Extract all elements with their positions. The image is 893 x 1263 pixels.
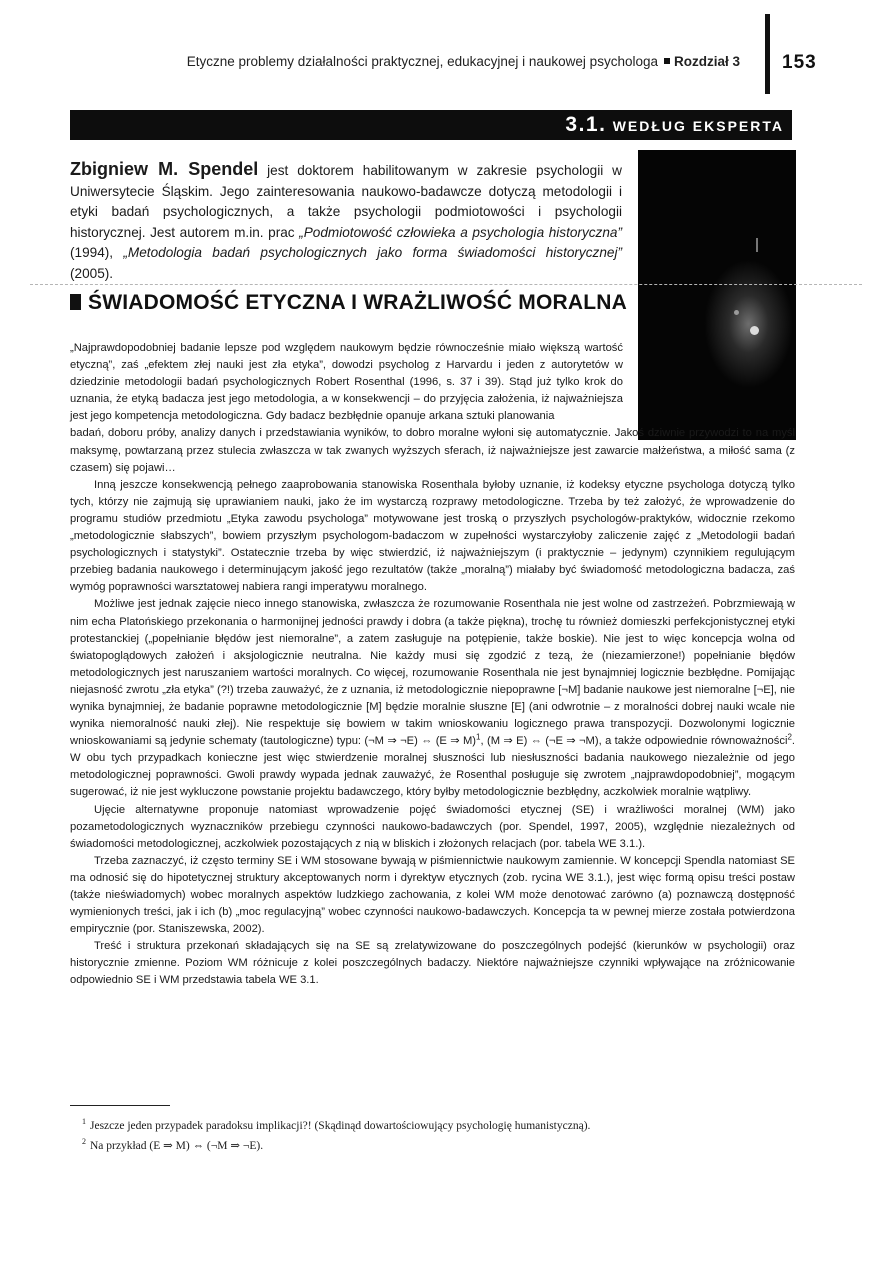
square-bullet-icon xyxy=(664,58,670,64)
footnote-rule xyxy=(70,1105,170,1106)
footnote xyxy=(82,1114,782,1134)
section-number: 3.1. xyxy=(565,113,607,136)
bio-text-3: (2005). xyxy=(70,265,114,281)
paragraph: „Najprawdopodobniej badanie lepsze pod względem naukowym będzie równocześnie miało większą wartość etyczną”, zaś „efektem złej nauki jest zła etyka”, dowodzi psycholog z Harvardu i jeden z autorytetów w dziedzinie metodologii badań psychologicznych Robert Rosenthal (1996, s. 37 i 39). Stąd już tylko krok do uznania, że etyką badacza jest jego metodologia, a w konsekwencji – do przyjęcia założenia, iż najważniejsza jest jego kompetencja metodologiczna. Gdy badacz bezbłędnie opanuje arkana sztuki planowania xyxy=(70,342,623,423)
footnote xyxy=(82,1134,782,1154)
photo-highlight xyxy=(750,326,759,335)
bio-text-1: jest doktorem habilitowanym w zakresie psychologii w Uniwersytecie Śląskim. Jego zainteresowania naukowo-badawcze dotyczą metodologii i etyki badań psychologicznych, a także psychologii podmiotowości i psychologii historycznej. Jest autorem m.in. prac xyxy=(70,163,622,240)
bio-work-2: „Metodologia badań psychologicznych jako forma świadomości historycznej” xyxy=(123,245,622,260)
photo-highlight xyxy=(734,310,739,315)
running-head xyxy=(40,54,740,69)
bio-work-1: „Podmiotowość człowieka a psychologia historyczna” xyxy=(299,224,622,240)
paragraph: Treść i struktura przekonań składających się na SE są zrelatywizowane do poszczególnych podejść (kierunków w psychologii) oraz historycznie zmienne. Poziom WM różnicuje z kolei poszczególnych badaczy. Niektóre najważniejsze czynniki wpływające na zróżnicowanie odpowiednio SE i WM przedstawia tabela WE 3.1. xyxy=(70,940,795,987)
section-name: WEDŁUG EKSPERTA xyxy=(612,118,784,134)
paragraph-text: , (M ⇒ E) ⇔ (¬E ⇒ ¬M), a także odpowiednie równoważności xyxy=(480,735,788,748)
author-name: Zbigniew M. Spendel xyxy=(70,159,259,179)
footnote-mark: 2 xyxy=(82,1136,86,1146)
paragraph: badań, doboru próby, analizy danych i przedstawiania wyników, to dobro moralne wyłoni się automatycznie. Jakoś dziwnie przywodzi to na myśl maksymę, powtarzaną przez stulecia zwłaszcza w tak zwanych wyższych sferach, iż najważniejsze jest zawarcie małżeństwa, a miłość sama (z czasem) się pojawi… xyxy=(70,427,795,474)
paragraph-text: Możliwe jest jednak zajęcie nieco innego stanowiska, zwłaszcza że rozumowanie Rosenthala nie jest wolne od zastrzeżeń. Pobrzmiewają w nim echa Platońskiego przekonania o harmonijnej jedności prawdy i dobra (a także piękna), trochę tu również domieszki perfekcjonistycznej etyki protestanckiej („popełnianie błędów jest niemoralne”, a zatem zasługuje na potępienie, także boskie). Nie jest to więc koncepcja wolna od światopoglądowych założeń i aksjologicznie neutralna. Nie każdy musi się zgodzić z tezą, że (niezamierzone!) popełnianie błędów metodologicznych jest naruszaniem wartości moralnych. Co więcej, rozumowanie Rosenthala nie jest bynajmniej logicznie bezbłędne. Pomijając niejasność zwrotu „zła etyka” (?!) trzeba zauważyć, że z uznania, iż metodologicznie niepoprawne [¬M] badanie naukowe jest niemoralne [¬E], nie wynika bynajmniej, że badanie poprawne metodologicznie [M] będzie moralnie słuszne [E] (ani odwrotnie – z moralności dobrej nauki wcale nie wynika niemoralność nauki złej). Nie respektuje się bowiem w takim wnioskowaniu logicznego prawa transpozycji. Dozwolonymi logicznie wnioskowaniami są jedynie schematy (tautologiczne) typu: (¬M ⇒ ¬E) ⇔ (E ⇒ M) xyxy=(70,598,795,748)
subsection-heading xyxy=(70,291,627,315)
footnote-text: Na przykład (E ⇒ M) ⇔ (¬M ⇒ ¬E). xyxy=(90,1139,264,1152)
paragraph-text: . W obu tych przypadkach konieczne jest więc stwierdzenie moralnej słuszności lub niesłuszności badania naukowego niezależnie od jego metodologicznej poprawności. Gwoli prawdy wypada jednak zauważyć, że Rosenthal posługuje się zwrotem „najprawdopodobniej”, mogącym sugerować, iż nie jest wykluczone powstanie projektu badawczego, który byłby metodologicznie bezbłędny, aczkolwiek moralnie wątpliwy. xyxy=(70,735,795,799)
running-title: Etyczne problemy działalności praktycznej, edukacyjnej i naukowej psychologa xyxy=(186,54,658,69)
square-bullet-icon xyxy=(70,294,81,310)
paragraph: Inną jeszcze konsekwencją pełnego zaaprobowania stanowiska Rosenthala byłoby uznanie, iż kodeksy etyczne psychologa dotyczą tylko tych, którzy nie zajmują się uprawianiem nauki, jako że im wystarczą rozprawy metodologiczne. Trzeba by też założyć, że wprowadzenie do programu studiów przedmiotu „Etyka zawodu psychologa” motywowane jest troską o przyszłych psychologów-praktyków, widocznie rzekomo „metodologicznie słabszych”, bowiem przyszłym psychologom-badaczom w zupełności wystarczyłoby zaliczenie zajęć z „Metodologii badań psychologicznych i statystyki”. Ostatecznie trzeba by więc stwierdzić, iż najważniejszym (i praktycznie – jedynym) czynnikiem regulującym przebieg badania naukowego i determinującym jakość jego rezultatów (także „moralną”) miałaby być świadomość metodologiczna badacza, zaś wymóg poprawności warsztatowej nabiera rangi imperatywu moralnego. xyxy=(70,478,795,594)
article-body xyxy=(70,340,795,990)
page-number: 153 xyxy=(782,52,817,73)
section-title xyxy=(565,113,784,137)
chapter-label: Rozdział 3 xyxy=(673,54,740,69)
paragraph xyxy=(70,596,795,801)
dashed-separator xyxy=(30,284,862,285)
footnote-ref[interactable]: 1 xyxy=(476,732,481,742)
bio-text-2: (1994), xyxy=(70,245,124,260)
subsection-heading-text: ŚWIADOMOŚĆ ETYCZNA I WRAŻLIWOŚĆ MORALNA xyxy=(88,291,627,314)
footnote-ref[interactable]: 2 xyxy=(787,732,792,742)
author-bio xyxy=(70,159,622,284)
header-vertical-rule xyxy=(765,14,770,94)
footnotes xyxy=(82,1114,782,1154)
paragraph: Trzeba zaznaczyć, iż często terminy SE i WM stosowane bywają w piśmiennictwie naukowym zamiennie. W koncepcji Spendla natomiast SE ma odnosić się do hipotetycznej struktury akceptowanych norm i dyrektyw etycznych (zob. rycina WE 3.1.), jest więc formą opisu treści postaw (także nieświadomych) wobec moralnych aspektów ludzkiego zachowania, z kolei WM może denotować zarówno (a) poznawczą dostępność wymienionych treści, jak i ich (b) „moc regulacyjną” wobec czynności naukowo-badawczych. Koncepcja ta w pewnej mierze została potwierdzona empirycznie (por. Staniszewska, 2002). xyxy=(70,854,795,936)
footnote-text: Jeszcze jeden przypadek paradoksu implikacji?! (Skądinąd dowartościowujący psychologię humanistyczną). xyxy=(90,1119,591,1132)
paragraph: Ujęcie alternatywne proponuje natomiast wprowadzenie pojęć świadomości etycznej (SE) i wrażliwości moralnej (WM) jako pozametodologicznych wyznaczników przebiegu czynności naukowo-badawczych (por. Spendel, 1997, 2005), względnie niezależnych od świadomości metodologicznej, aczkolwiek pozostających z nią w bliskich i złożonych relacjach (por. tabela WE 3.1.). xyxy=(70,803,795,850)
photo-highlight xyxy=(756,238,758,252)
section-banner xyxy=(70,110,792,140)
footnote-mark: 1 xyxy=(82,1117,86,1126)
